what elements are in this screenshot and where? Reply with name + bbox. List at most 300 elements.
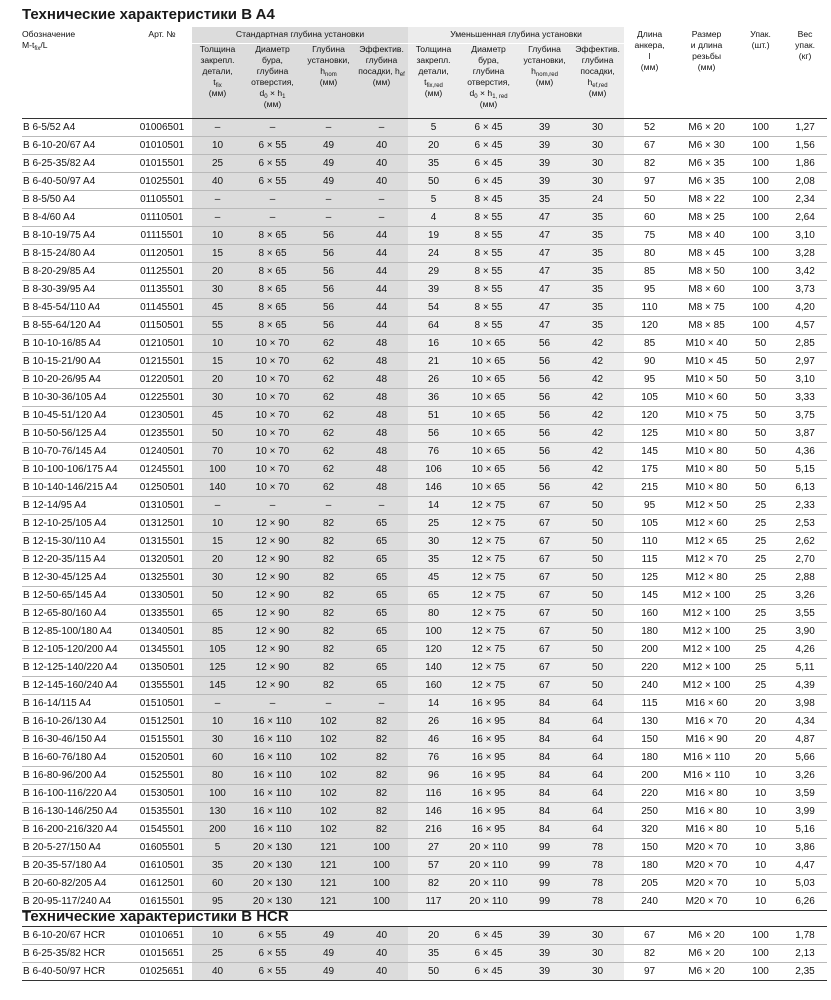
thread-size-cell: M8 × 25	[675, 209, 738, 227]
std-drill-cell: 8 × 65	[243, 263, 302, 281]
pack-qty-cell: 100	[738, 927, 783, 945]
pack-qty-cell: 25	[738, 641, 783, 659]
hcr-table-body	[22, 927, 827, 981]
art-number-cell: 01145501	[132, 299, 192, 317]
red-thickness-cell: 14	[408, 695, 459, 713]
std-depth-cell: 121	[302, 875, 355, 893]
pack-weight-cell: 3,87	[783, 425, 827, 443]
red-effective-cell: 64	[571, 821, 624, 839]
std-drill-cell: 16 × 110	[243, 803, 302, 821]
anchor-length-cell: 120	[624, 317, 675, 335]
anchor-length-cell: 150	[624, 731, 675, 749]
red-drill-cell: 12 × 75	[459, 515, 518, 533]
std-depth-cell: 56	[302, 317, 355, 335]
red-effective-cell: 24	[571, 191, 624, 209]
red-effective-cell: 35	[571, 263, 624, 281]
std-thickness-cell: –	[192, 191, 243, 209]
thread-size-cell: M6 × 20	[675, 119, 738, 137]
table-row	[22, 857, 827, 875]
red-thickness-cell: 21	[408, 353, 459, 371]
red-effective-cell: 35	[571, 281, 624, 299]
thread-size-cell: M6 × 20	[675, 963, 738, 981]
pack-weight-cell: 4,47	[783, 857, 827, 875]
thread-size-cell: M12 × 80	[675, 569, 738, 587]
red-depth-cell: 47	[518, 281, 571, 299]
std-drill-cell: 6 × 55	[243, 173, 302, 191]
std-thickness-cell: 35	[192, 857, 243, 875]
std-thickness-cell: 60	[192, 875, 243, 893]
std-drill-cell: 10 × 70	[243, 425, 302, 443]
red-thickness-cell: 19	[408, 227, 459, 245]
red-depth-cell: 35	[518, 191, 571, 209]
pack-qty-cell: 25	[738, 623, 783, 641]
std-effective-cell: 82	[355, 785, 408, 803]
designation-cell: B 20-5-27/150 A4	[22, 839, 132, 857]
std-drill-cell: 12 × 90	[243, 551, 302, 569]
pack-qty-cell: 100	[738, 119, 783, 137]
pack-qty-cell: 100	[738, 227, 783, 245]
table-row	[22, 713, 827, 731]
art-number-cell: 01340501	[132, 623, 192, 641]
std-depth-cell: 121	[302, 839, 355, 857]
red-effective-cell: 50	[571, 569, 624, 587]
table-row	[22, 605, 827, 623]
std-drill-cell: 12 × 90	[243, 641, 302, 659]
red-depth-cell: 67	[518, 569, 571, 587]
pack-qty-cell: 100	[738, 945, 783, 963]
thread-size-cell: M16 × 80	[675, 803, 738, 821]
art-number-cell: 01320501	[132, 551, 192, 569]
std-depth-cell: 62	[302, 389, 355, 407]
red-thickness-cell: 24	[408, 245, 459, 263]
red-thickness-cell: 29	[408, 263, 459, 281]
std-thickness-cell: 50	[192, 425, 243, 443]
red-drill-cell: 6 × 45	[459, 173, 518, 191]
anchor-length-cell: 85	[624, 263, 675, 281]
pack-weight-cell: 2,97	[783, 353, 827, 371]
std-depth-cell: 49	[302, 927, 355, 945]
std-drill-cell: 16 × 110	[243, 749, 302, 767]
red-thickness-cell: 54	[408, 299, 459, 317]
red-effective-cell: 30	[571, 173, 624, 191]
table-row	[22, 227, 827, 245]
red-thickness-cell: 26	[408, 371, 459, 389]
red-depth-cell: 56	[518, 443, 571, 461]
std-drill-cell: 8 × 65	[243, 299, 302, 317]
red-drill-cell: 16 × 95	[459, 821, 518, 839]
designation-cell: B 10-140-146/215 A4	[22, 479, 132, 497]
std-thickness-cell: 200	[192, 821, 243, 839]
pack-qty-cell: 50	[738, 353, 783, 371]
std-effective-cell: 65	[355, 569, 408, 587]
pack-weight-cell: 3,33	[783, 389, 827, 407]
anchor-length-cell: 220	[624, 785, 675, 803]
red-effective-cell: 42	[571, 461, 624, 479]
std-depth-cell: 82	[302, 677, 355, 695]
designation-cell: B 6-25-35/82 A4	[22, 155, 132, 173]
red-effective-cell: 42	[571, 389, 624, 407]
pack-qty-cell: 50	[738, 461, 783, 479]
thread-size-cell: M10 × 80	[675, 443, 738, 461]
pack-qty-cell: 100	[738, 263, 783, 281]
pack-qty-cell: 25	[738, 497, 783, 515]
table-header	[22, 27, 827, 119]
thread-size-cell: M10 × 50	[675, 371, 738, 389]
red-depth-cell: 99	[518, 893, 571, 911]
pack-weight-cell: 3,73	[783, 281, 827, 299]
red-thickness-cell: 51	[408, 407, 459, 425]
anchor-length-cell: 95	[624, 281, 675, 299]
red-thickness-cell: 57	[408, 857, 459, 875]
table-row	[22, 461, 827, 479]
red-depth-cell: 67	[518, 659, 571, 677]
art-number-cell: 01510501	[132, 695, 192, 713]
red-effective-cell: 50	[571, 605, 624, 623]
anchor-length-cell: 75	[624, 227, 675, 245]
pack-qty-cell: 50	[738, 407, 783, 425]
red-drill-cell: 6 × 45	[459, 945, 518, 963]
red-drill-cell: 8 × 55	[459, 317, 518, 335]
std-depth-cell: 102	[302, 785, 355, 803]
red-thickness-cell: 20	[408, 137, 459, 155]
pack-weight-cell: 3,26	[783, 587, 827, 605]
red-thickness-cell: 82	[408, 875, 459, 893]
pack-qty-cell: 25	[738, 677, 783, 695]
pack-weight-cell: 4,34	[783, 713, 827, 731]
thread-size-cell: M8 × 50	[675, 263, 738, 281]
red-thickness-cell: 46	[408, 731, 459, 749]
red-depth-cell: 56	[518, 461, 571, 479]
red-thickness-cell: 106	[408, 461, 459, 479]
designation-cell: B 8-15-24/80 A4	[22, 245, 132, 263]
pack-weight-cell: 3,10	[783, 371, 827, 389]
art-number-cell: 01515501	[132, 731, 192, 749]
thread-size-cell: M20 × 70	[675, 857, 738, 875]
std-drill-cell: 10 × 70	[243, 443, 302, 461]
anchor-length-cell: 320	[624, 821, 675, 839]
std-depth-cell: 49	[302, 945, 355, 963]
std-drill-cell: 12 × 90	[243, 569, 302, 587]
pack-weight-cell: 4,20	[783, 299, 827, 317]
pack-weight-cell: 4,39	[783, 677, 827, 695]
std-drill-cell: 12 × 90	[243, 587, 302, 605]
std-drill-cell: 6 × 55	[243, 137, 302, 155]
pack-qty-cell: 100	[738, 963, 783, 981]
red-depth-cell: 39	[518, 963, 571, 981]
red-thickness-cell: 45	[408, 569, 459, 587]
pack-weight-cell: 2,62	[783, 533, 827, 551]
std-depth-cell: –	[302, 191, 355, 209]
std-depth-cell: 62	[302, 425, 355, 443]
red-effective-cell: 42	[571, 335, 624, 353]
pack-qty-cell: 25	[738, 587, 783, 605]
red-effective-cell: 50	[571, 587, 624, 605]
thread-size-cell: M8 × 22	[675, 191, 738, 209]
thread-size-cell: M12 × 50	[675, 497, 738, 515]
red-effective-cell: 35	[571, 227, 624, 245]
red-depth-cell: 56	[518, 389, 571, 407]
std-thickness-cell: 50	[192, 587, 243, 605]
table-row	[22, 173, 827, 191]
art-number-cell: 01210501	[132, 335, 192, 353]
red-depth-cell: 47	[518, 227, 571, 245]
art-number-cell: 01006501	[132, 119, 192, 137]
std-drill-cell: –	[243, 209, 302, 227]
std-drill-cell: 20 × 130	[243, 839, 302, 857]
anchor-length-cell: 240	[624, 893, 675, 911]
art-number-cell: 01225501	[132, 389, 192, 407]
red-depth-cell: 99	[518, 839, 571, 857]
table-row	[22, 821, 827, 839]
table-row	[22, 677, 827, 695]
red-drill-cell: 20 × 110	[459, 857, 518, 875]
anchor-length-cell: 250	[624, 803, 675, 821]
pack-weight-cell: 3,86	[783, 839, 827, 857]
std-depth-cell: 62	[302, 461, 355, 479]
red-depth-cell: 67	[518, 605, 571, 623]
red-drill-cell: 12 × 75	[459, 569, 518, 587]
pack-weight-cell: 6,13	[783, 479, 827, 497]
table-row	[22, 299, 827, 317]
table-row	[22, 587, 827, 605]
red-thickness-cell: 25	[408, 515, 459, 533]
red-thickness-cell: 216	[408, 821, 459, 839]
thread-size-cell: M16 × 80	[675, 821, 738, 839]
red-depth-header: Глубина установки, $h_{nom,red}$ (мм)	[518, 44, 571, 119]
red-thickness-cell: 20	[408, 927, 459, 945]
std-thickness-cell: 40	[192, 963, 243, 981]
thread-size-cell: M6 × 20	[675, 945, 738, 963]
art-number-cell: 01120501	[132, 245, 192, 263]
designation-cell: B 10-30-36/105 A4	[22, 389, 132, 407]
std-drill-cell: 6 × 55	[243, 963, 302, 981]
table-row	[22, 749, 827, 767]
red-depth-cell: 99	[518, 857, 571, 875]
red-drill-cell: 16 × 95	[459, 695, 518, 713]
std-drill-cell: 12 × 90	[243, 623, 302, 641]
std-drill-cell: 10 × 70	[243, 371, 302, 389]
red-effective-cell: 35	[571, 245, 624, 263]
red-thickness-cell: 30	[408, 533, 459, 551]
std-thickness-cell: 15	[192, 353, 243, 371]
red-effective-cell: 35	[571, 299, 624, 317]
std-thickness-cell: –	[192, 497, 243, 515]
pack-weight-cell: 3,75	[783, 407, 827, 425]
std-effective-cell: –	[355, 191, 408, 209]
std-drill-cell: 8 × 65	[243, 227, 302, 245]
red-drill-cell: 10 × 65	[459, 425, 518, 443]
std-thickness-cell: 30	[192, 281, 243, 299]
std-drill-cell: 10 × 70	[243, 353, 302, 371]
anchor-length-cell: 115	[624, 695, 675, 713]
std-thickness-cell: –	[192, 695, 243, 713]
red-thickness-cell: 50	[408, 963, 459, 981]
red-effective-cell: 30	[571, 945, 624, 963]
anchor-length-cell: 67	[624, 927, 675, 945]
std-thickness-header: Толщина закрепл. детали, $t_{fix}$ (мм)	[192, 44, 243, 119]
std-effective-cell: 100	[355, 857, 408, 875]
pack-qty-cell: 50	[738, 389, 783, 407]
std-thickness-cell: 125	[192, 659, 243, 677]
std-thickness-cell: 25	[192, 945, 243, 963]
std-depth-cell: –	[302, 695, 355, 713]
table-row	[22, 407, 827, 425]
red-depth-cell: 39	[518, 137, 571, 155]
std-depth-cell: 82	[302, 551, 355, 569]
thread-size-header: Размер и длина резьбы (мм)	[690, 29, 723, 72]
pack-qty-cell: 25	[738, 551, 783, 569]
designation-cell: B 10-15-21/90 A4	[22, 353, 132, 371]
std-drill-cell: 10 × 70	[243, 407, 302, 425]
art-number-cell: 01240501	[132, 443, 192, 461]
thread-size-cell: M16 × 90	[675, 731, 738, 749]
std-depth-cell: 102	[302, 713, 355, 731]
table-row	[22, 785, 827, 803]
pack-qty-cell: 25	[738, 569, 783, 587]
std-effective-cell: 65	[355, 515, 408, 533]
std-thickness-cell: 45	[192, 299, 243, 317]
red-depth-cell: 67	[518, 515, 571, 533]
pack-weight-cell: 2,33	[783, 497, 827, 515]
red-depth-cell: 67	[518, 623, 571, 641]
designation-cell: B 12-85-100/180 A4	[22, 623, 132, 641]
std-thickness-cell: 100	[192, 461, 243, 479]
std-depth-cell: 102	[302, 767, 355, 785]
std-effective-cell: –	[355, 209, 408, 227]
pack-qty-cell: 10	[738, 821, 783, 839]
std-drill-cell: 20 × 130	[243, 875, 302, 893]
table-row	[22, 137, 827, 155]
pack-weight-cell: 1,78	[783, 927, 827, 945]
table-row	[22, 317, 827, 335]
red-effective-cell: 42	[571, 479, 624, 497]
pack-weight-cell: 4,36	[783, 443, 827, 461]
red-thickness-cell: 36	[408, 389, 459, 407]
std-effective-cell: 40	[355, 945, 408, 963]
table-row	[22, 875, 827, 893]
std-effective-cell: 65	[355, 587, 408, 605]
pack-qty-cell: 25	[738, 659, 783, 677]
designation-cell: B 10-100-106/175 A4	[22, 461, 132, 479]
red-drill-cell: 12 × 75	[459, 677, 518, 695]
designation-cell: B 12-145-160/240 A4	[22, 677, 132, 695]
red-depth-cell: 67	[518, 677, 571, 695]
red-depth-cell: 84	[518, 749, 571, 767]
std-drill-cell: 8 × 65	[243, 281, 302, 299]
anchor-length-cell: 52	[624, 119, 675, 137]
pack-qty-cell: 10	[738, 875, 783, 893]
pack-qty-cell: 100	[738, 281, 783, 299]
red-drill-cell: 12 × 75	[459, 533, 518, 551]
std-depth-cell: 49	[302, 963, 355, 981]
designation-cell: B 10-70-76/145 A4	[22, 443, 132, 461]
pack-weight-cell: 2,35	[783, 963, 827, 981]
std-effective-cell: 82	[355, 749, 408, 767]
red-drill-cell: 16 × 95	[459, 713, 518, 731]
std-effective-cell: 48	[355, 335, 408, 353]
red-drill-cell: 6 × 45	[459, 119, 518, 137]
red-thickness-cell: 27	[408, 839, 459, 857]
std-depth-cell: 62	[302, 479, 355, 497]
designation-cell: B 6-10-20/67 HCR	[22, 927, 132, 945]
art-number-cell: 01325501	[132, 569, 192, 587]
std-effective-cell: 65	[355, 605, 408, 623]
pack-qty-cell: 10	[738, 857, 783, 875]
pack-qty-cell: 100	[738, 209, 783, 227]
art-number-cell: 01355501	[132, 677, 192, 695]
red-depth-cell: 47	[518, 263, 571, 281]
pack-qty-cell: 100	[738, 137, 783, 155]
red-drill-cell: 16 × 95	[459, 749, 518, 767]
art-number-cell: 01610501	[132, 857, 192, 875]
red-drill-cell: 8 × 55	[459, 209, 518, 227]
designation-cell: B 12-14/95 A4	[22, 497, 132, 515]
std-thickness-cell: 100	[192, 785, 243, 803]
red-depth-cell: 39	[518, 945, 571, 963]
red-effective-cell: 30	[571, 963, 624, 981]
red-effective-cell: 30	[571, 137, 624, 155]
std-effective-cell: 65	[355, 623, 408, 641]
std-drill-cell: 10 × 70	[243, 335, 302, 353]
red-depth-cell: 56	[518, 335, 571, 353]
thread-size-cell: M6 × 20	[675, 927, 738, 945]
red-depth-cell: 39	[518, 927, 571, 945]
pack-weight-cell: 3,90	[783, 623, 827, 641]
art-number-cell: 01150501	[132, 317, 192, 335]
pack-weight-cell: 3,10	[783, 227, 827, 245]
art-number-cell: 01010651	[132, 927, 192, 945]
red-thickness-cell: 80	[408, 605, 459, 623]
std-drill-cell: 10 × 70	[243, 389, 302, 407]
art-number-cell: 01025501	[132, 173, 192, 191]
std-drill-cell: 8 × 65	[243, 245, 302, 263]
std-effective-cell: 65	[355, 659, 408, 677]
std-depth-cell: 102	[302, 749, 355, 767]
pack-qty-cell: 100	[738, 173, 783, 191]
std-depth-header: Глубина установки, $h_{nom}$ (мм)	[302, 44, 355, 119]
pack-weight-cell: 3,55	[783, 605, 827, 623]
std-effective-cell: 40	[355, 155, 408, 173]
std-effective-cell: 65	[355, 533, 408, 551]
red-effective-cell: 64	[571, 713, 624, 731]
std-effective-cell: 82	[355, 821, 408, 839]
designation-cell: B 16-60-76/180 A4	[22, 749, 132, 767]
std-drill-cell: 12 × 90	[243, 605, 302, 623]
art-number-cell: 01010501	[132, 137, 192, 155]
std-effective-cell: 48	[355, 461, 408, 479]
red-thickness-cell: 26	[408, 713, 459, 731]
designation-cell: B 16-100-116/220 A4	[22, 785, 132, 803]
art-number-cell: 01330501	[132, 587, 192, 605]
red-thickness-cell: 16	[408, 335, 459, 353]
red-thickness-cell: 39	[408, 281, 459, 299]
art-number-cell: 01615501	[132, 893, 192, 911]
pack-qty-cell: 100	[738, 299, 783, 317]
std-thickness-cell: 145	[192, 677, 243, 695]
red-drill-cell: 10 × 65	[459, 335, 518, 353]
std-drill-cell: 20 × 130	[243, 857, 302, 875]
std-effective-cell: 48	[355, 371, 408, 389]
pack-weight-cell: 3,28	[783, 245, 827, 263]
anchor-length-cell: 180	[624, 749, 675, 767]
red-depth-cell: 47	[518, 245, 571, 263]
red-effective-cell: 64	[571, 695, 624, 713]
red-drill-cell: 12 × 75	[459, 641, 518, 659]
designation-cell: B 6-40-50/97 A4	[22, 173, 132, 191]
art-number-cell: 01315501	[132, 533, 192, 551]
designation-cell: B 12-125-140/220 A4	[22, 659, 132, 677]
thread-size-cell: M10 × 40	[675, 335, 738, 353]
